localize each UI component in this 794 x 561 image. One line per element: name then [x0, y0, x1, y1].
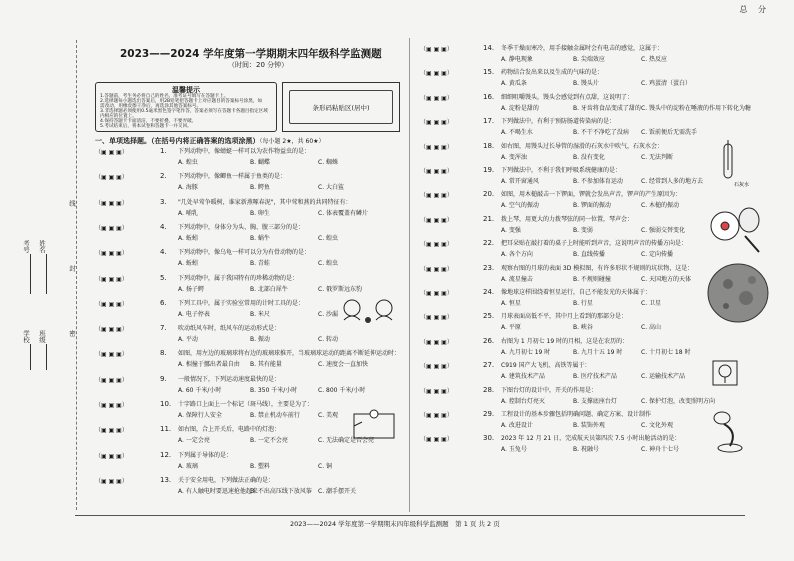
- option-b: B. 锣面的振动: [573, 202, 611, 210]
- option-b: B. 禁止机动车前行: [250, 412, 300, 419]
- question-stem: 下列属于导体的是：: [178, 451, 233, 459]
- option-a: A. 改进设计: [501, 422, 533, 429]
- question-number: 1.: [160, 147, 167, 155]
- question-stem: 关于安全用电，下列做法正确的是：: [178, 476, 275, 484]
- option-c: C. 铜: [318, 462, 333, 470]
- name-label: 姓名: [38, 240, 46, 253]
- option-b: B. 不参加体育运动: [573, 178, 623, 185]
- option-b: B. 不规则碰撞: [573, 275, 611, 283]
- option-b: B. 蝴蝶: [250, 159, 270, 166]
- question-number: 16.: [483, 92, 495, 101]
- answer-bubbles[interactable]: （▣ ▣ ▣）: [420, 314, 453, 322]
- circuit-illustration: [350, 408, 400, 444]
- question-number: 27.: [483, 361, 495, 370]
- option-b: B. 变弱: [573, 226, 593, 234]
- question-stem: 下图台灯的设计中，开关的作用是：: [501, 386, 598, 394]
- question-number: 30.: [483, 434, 495, 443]
- option-b: B. 不干不净吃了没病: [573, 129, 629, 137]
- question-stem: 吹动纸风车时，纸风车的运动形式是：: [178, 325, 281, 333]
- option-a: A. 静电现象: [501, 56, 533, 63]
- moon-phase-illustration: [712, 360, 738, 386]
- option-c: C. 潮手摆开关: [318, 487, 357, 495]
- question-stem: 把耳朵贴在敲打着的桌子上时能听到声音，这说明声音的传播方向是：: [501, 240, 688, 248]
- option-c: C. 木槌的振动: [641, 202, 680, 210]
- bind-char: 封: [68, 265, 76, 272]
- option-c: C. 文化外观: [641, 422, 674, 429]
- answer-bubbles[interactable]: （▣ ▣ ▣）: [95, 275, 128, 283]
- question-number: 4.: [160, 222, 167, 231]
- option-b: B. 蜗牛: [250, 234, 270, 242]
- section-title: [95, 136, 325, 146]
- binding-line: [76, 40, 77, 510]
- option-b: B. 北部白犀牛: [250, 285, 288, 293]
- option-a: A. 蚯蚓: [178, 234, 198, 242]
- answer-bubbles[interactable]: （▣ ▣ ▣）: [420, 70, 453, 78]
- question-stem: 下列动物中，像蜻蜓一样可以为农作物益虫的是：: [178, 148, 311, 155]
- answer-bubbles[interactable]: （▣ ▣ ▣）: [420, 216, 453, 224]
- answer-bubbles[interactable]: （▣ ▣ ▣）: [420, 436, 453, 444]
- question-stem: 下列动物中，像乌龟一样可以分为有骨动物的是：: [178, 249, 311, 257]
- question-number: 5.: [160, 273, 167, 282]
- question-number: 29.: [483, 410, 495, 418]
- answer-bubbles[interactable]: （▣ ▣ ▣）: [95, 452, 128, 460]
- option-c: C. 无法确定是否会亮: [318, 437, 375, 445]
- option-c: C. 神舟十七号: [641, 446, 680, 454]
- class-label: 班级: [38, 330, 46, 343]
- option-a: A. 有人触电时要迅速抢他起来: [178, 487, 258, 495]
- answer-bubbles[interactable]: （▣ ▣ ▣）: [95, 351, 128, 359]
- option-c: C. 俄罗斯远东豹: [318, 285, 363, 293]
- question-number: 2.: [160, 172, 167, 181]
- option-c: C. 鸡蛋清（蛋白）: [641, 80, 692, 88]
- option-b: B. 鳄鱼: [250, 184, 270, 192]
- option-b: B. 卵生: [250, 209, 270, 217]
- answer-bubbles[interactable]: （▣ ▣ ▣）: [420, 265, 453, 273]
- question-stem: C919 国产大飞机、高铁等属于：: [501, 362, 591, 370]
- class-blank[interactable]: [46, 344, 48, 370]
- question-stem: 2023 年 12 月 21 日，完成航天员第四次 7.5 小时出舱活动的是：: [501, 435, 681, 443]
- question-number: 11.: [160, 425, 172, 434]
- marble-illustration: [340, 290, 400, 328]
- option-a: A. 变强: [501, 226, 521, 234]
- notice-title: 温馨提示: [172, 86, 200, 94]
- question-stem: 下列做法中，有利于预防肠道传染病的是：: [501, 118, 616, 126]
- answer-bubbles[interactable]: （▣ ▣ ▣）: [95, 402, 128, 409]
- option-b: B. 米尺: [250, 310, 270, 318]
- school-blank[interactable]: [30, 344, 32, 370]
- option-a: A. 流星撞击: [501, 275, 533, 283]
- question-number: 8.: [160, 349, 167, 358]
- question-number: 22.: [483, 239, 495, 248]
- option-b: B. 馒头片: [573, 80, 599, 88]
- option-a: A. 蝗虫: [178, 159, 198, 166]
- option-c: C. 转动: [318, 336, 339, 344]
- option-a: A. 恒星: [501, 300, 521, 307]
- option-b: B. 祝融号: [573, 446, 599, 454]
- option-c: C. 馒头中的淀粉在唾液的作用下转化为糖: [641, 104, 752, 112]
- option-c: C. 热反应: [641, 56, 668, 63]
- option-a: A. 控制台灯亮灭: [501, 397, 545, 405]
- option-a: A. 平动: [178, 336, 198, 344]
- exam-no-blank[interactable]: [30, 254, 32, 294]
- option-a: A. 电子停表: [178, 310, 210, 318]
- option-a: A. 扬子鳄: [178, 285, 204, 293]
- question-stem: 右图为 1 月初七 19 时的月相，这是在农历的：: [501, 337, 629, 345]
- question-stem: 下列动物中，像鲫鱼一样属于鱼类的是：: [178, 173, 287, 181]
- option-c: C. 美观: [318, 412, 339, 419]
- answer-bubbles[interactable]: （▣ ▣ ▣）: [420, 290, 453, 297]
- option-a: A. 常开窗通风: [501, 178, 539, 185]
- answer-bubbles[interactable]: （▣ ▣ ▣）: [95, 250, 128, 258]
- question-number: 14.: [483, 44, 495, 52]
- option-a: A. 海豚: [178, 184, 198, 192]
- question-stem: "几处早莺争暖树，谁家新燕啄春泥"，其中莺和燕的共同特征有：: [178, 198, 352, 206]
- option-c: C. 800 千米/小时: [318, 386, 366, 394]
- option-a: A. 玻璃: [178, 462, 198, 470]
- gong-illustration: [705, 200, 765, 258]
- question-number: 21.: [483, 214, 495, 223]
- option-b: B. 支撑底座台灯: [573, 397, 617, 405]
- barcode-area: [282, 82, 400, 132]
- option-c: C. 强弱交替变化: [641, 226, 686, 234]
- question-stem: 十字路口上面上一个标记（斑马线），主要是为了：: [178, 401, 314, 408]
- option-c: C. 天国地方的天体: [641, 275, 692, 283]
- answer-bubbles[interactable]: （▣ ▣ ▣）: [95, 199, 128, 207]
- notice-box: [95, 82, 277, 132]
- question-number: 9.: [160, 374, 167, 383]
- option-a: A. 黄瓜条: [501, 80, 527, 88]
- question-stem: 下列动物中，身体分为头、胸、腹三部分的是：: [178, 223, 305, 231]
- question-stem: 下列做法中，不利于我们呼吸系统健康的是：: [501, 167, 622, 174]
- answer-bubbles[interactable]: （▣ ▣ ▣）: [420, 46, 453, 53]
- question-number: 17.: [483, 117, 495, 126]
- question-number: 15.: [483, 68, 495, 77]
- option-a: A. 玉兔号: [501, 446, 527, 454]
- option-b: B. 振动: [250, 336, 270, 344]
- option-b: B. 不出高压线下放风筝: [250, 487, 312, 495]
- answer-bubbles[interactable]: （▣ ▣ ▣）: [420, 363, 453, 371]
- option-c: C. 蜘蛛: [318, 159, 339, 166]
- section-title-text: 一、单项选择题。（在括号内将正确答案的选项涂黑）: [95, 137, 260, 145]
- option-a: A. 哺乳: [178, 209, 198, 217]
- option-c: C. 高山: [641, 324, 662, 332]
- answer-bubbles[interactable]: （▣ ▣ ▣）: [95, 149, 128, 156]
- option-c: C. 保护灯泡，改变照明方向: [641, 397, 716, 405]
- option-c: C. 卫星: [641, 300, 662, 307]
- option-c: C. 运输技术产品: [641, 373, 686, 381]
- option-a: A. 相撞于挪出者最自由: [178, 361, 240, 369]
- option-c: C. 大白鲨: [318, 184, 345, 192]
- option-b: B. 装饰外观: [573, 422, 605, 429]
- question-number: 20.: [483, 190, 495, 199]
- question-number: 3.: [160, 197, 167, 206]
- option-a: A. 九月初七 19 时: [501, 348, 551, 356]
- answer-bubbles[interactable]: （▣ ▣ ▣）: [95, 477, 128, 485]
- answer-bubbles[interactable]: （▣ ▣ ▣）: [420, 338, 453, 346]
- option-c: C. 十月初七 18 时: [641, 348, 691, 356]
- option-b: B. 峡谷: [573, 324, 593, 332]
- exam-no-label: 考号: [22, 240, 30, 253]
- question-stem: 冬季干燥而寒冷，用手接触金属时会有电击的感觉，这属于：: [501, 45, 664, 52]
- question-number: 13.: [160, 475, 172, 484]
- option-c: C. 蝗虫: [318, 234, 339, 242]
- footer-rule: [75, 515, 745, 516]
- option-b: B. 九月十五 19 时: [573, 348, 623, 356]
- question-number: 25.: [483, 312, 495, 321]
- question-number: 24.: [483, 288, 495, 296]
- option-b: B. 其有能量: [250, 361, 282, 369]
- answer-bubbles[interactable]: （▣ ▣ ▣）: [420, 119, 453, 127]
- exam-title: 2023——2024 学年度第一学期期末四年级科学监测题: [120, 48, 382, 60]
- notice-line: 1.答题前，考生务必将自己的姓名、准考证号填写在答题卡上。: [100, 94, 229, 99]
- option-b: B. 尖端效应: [573, 56, 605, 63]
- question-stem: 像地球这样围绕着恒星运行，自己不能发光的天体属于：: [501, 289, 652, 296]
- exam-time: （时间：20 分钟）: [228, 61, 289, 69]
- option-a: A. 一定会亮: [178, 437, 210, 445]
- notice-line: 4.保持答题卡卡面清洁，不要折叠、不要弄破。: [100, 119, 197, 124]
- question-number: 4.: [160, 248, 167, 257]
- barcode-label: 条形码粘贴区(居中): [289, 90, 393, 124]
- option-b: B. 没有变化: [573, 153, 605, 161]
- option-c: C. 体表覆盖有鳞片: [318, 209, 369, 217]
- seal-char: 密: [68, 330, 76, 337]
- answer-bubbles[interactable]: （▣ ▣ ▣）: [420, 143, 453, 151]
- question-stem: 如图，用木槌敲击一下锣面，锣就会发出声音，锣声的产生原因为：: [501, 191, 682, 199]
- question-number: 23.: [483, 263, 495, 272]
- option-a: A. 变浑浊: [501, 153, 527, 161]
- answer-bubbles[interactable]: （▣ ▣ ▣）: [420, 387, 453, 395]
- question-number: 7.: [160, 324, 167, 333]
- question-stem: 如右图，用馒头过长导管的湿滑的石灰水中吹气，石灰水会：: [501, 142, 664, 150]
- option-a: A. 不喝生水: [501, 129, 533, 137]
- option-c: C. 蝗虫: [318, 260, 339, 268]
- question-number: 6.: [160, 298, 167, 307]
- option-b: B. 青蛙: [250, 260, 270, 268]
- svg-text:石灰水: 石灰水: [734, 182, 750, 188]
- question-stem: 一般情况下，下列运动速度最快的是：: [178, 375, 281, 383]
- notice-line: 3.非选择题必须使用0.5毫米黑色签字笔作答，答案必须写在答题卡各题目指定区域: [100, 109, 268, 114]
- option-a: A. 保障行人安全: [178, 412, 222, 419]
- option-a: A. 蚯蚓: [178, 260, 198, 268]
- option-c: C. 速度会一直加快: [318, 361, 369, 369]
- answer-bubbles[interactable]: （▣ ▣ ▣）: [420, 192, 453, 200]
- question-stem: 如图，用左边的玻璃球将右边的玻璃球推开，当玻璃球运动的距离不断延伸运动时：: [178, 350, 401, 358]
- answer-bubbles[interactable]: （▣ ▣ ▣）: [95, 300, 128, 308]
- option-c: C. 定向传播: [641, 251, 674, 259]
- option-a: A. 各个方向: [501, 251, 533, 259]
- notice-line: 2.选择题每小题选出答案后，用2B铅笔把答题卡上对应题目的答案标号涂黑，如: [100, 99, 263, 104]
- answer-bubbles[interactable]: （▣ ▣ ▣）: [420, 412, 453, 419]
- answer-bubbles[interactable]: （▣ ▣ ▣）: [95, 326, 128, 334]
- option-b: B. 医疗技术产品: [573, 373, 617, 381]
- name-blank[interactable]: [46, 254, 48, 294]
- test-tube-illustration: [714, 140, 750, 190]
- option-b: B. 350 千米/小时: [250, 386, 298, 394]
- total-score-label: 总 分: [739, 5, 770, 14]
- question-number: 28.: [483, 385, 495, 394]
- school-label: 学校: [22, 330, 30, 343]
- question-stem: 工程设计的基本步骤包括明确问题、确定方案、设计制作: [501, 411, 652, 418]
- question-number: 19.: [483, 166, 495, 174]
- option-a: A. 建筑技术产品: [501, 373, 545, 381]
- option-a: A. 60 千米/小时: [178, 386, 222, 394]
- option-a: A. 淀粉是甜的: [501, 104, 539, 112]
- option-b: B. 行星: [573, 300, 593, 307]
- option-b: B. 牙齿将食品变成了甜的: [573, 104, 641, 112]
- answer-bubbles[interactable]: （▣ ▣ ▣）: [95, 224, 128, 232]
- desk-lamp-illustration: [712, 408, 748, 454]
- line-char: 线: [68, 200, 76, 207]
- question-number: 10.: [160, 400, 172, 408]
- question-number: 18.: [483, 141, 495, 150]
- question-stem: 药物结合发出来以及生成的气味的是：: [501, 69, 604, 77]
- option-c: C. 饭前便后无需洗手: [641, 129, 698, 137]
- question-number: 12.: [160, 450, 172, 459]
- question-stem: 下列动物中，属于我国特有的珍稀动物的是：: [178, 274, 299, 282]
- moon-surface-illustration: [706, 262, 770, 324]
- question-stem: 下列工具中，属于实验室常用的计时工具的是：: [178, 299, 305, 307]
- answer-bubbles[interactable]: （▣ ▣ ▣）: [95, 427, 128, 435]
- question-stem: 如右图，合上开关后，电路中的灯泡：: [178, 426, 281, 434]
- answer-bubbles[interactable]: （▣ ▣ ▣）: [95, 174, 128, 182]
- notice-line: 需改动，用橡皮擦干净后，再选涂其他答案标号。: [100, 104, 202, 109]
- question-number: 26.: [483, 336, 495, 345]
- option-c: C. 沙漏: [318, 310, 339, 318]
- page-footer: 2023——2024 学年度第一学期期末四年级科学监测题 第 1 页 共 2 页: [290, 520, 500, 528]
- question-stem: 拨上琴，用更大的力拨琴弦的同一位置，琴声会：: [501, 215, 634, 223]
- option-b: B. 直线传播: [573, 251, 605, 259]
- option-c: C. 经常到人多的地方去: [641, 178, 704, 185]
- answer-bubbles[interactable]: （▣ ▣ ▣）: [420, 168, 453, 175]
- answer-bubbles[interactable]: （▣ ▣ ▣）: [420, 241, 453, 249]
- question-stem: 细细咀嚼馒头，馒头会感觉到有点甜，这说明了：: [501, 93, 634, 101]
- column-divider: [409, 38, 410, 512]
- option-b: B. 塑料: [250, 462, 270, 470]
- option-a: A. 平原: [501, 324, 521, 332]
- option-a: A. 空气的振动: [501, 202, 539, 210]
- answer-bubbles[interactable]: （▣ ▣ ▣）: [95, 376, 128, 384]
- question-stem: 观察右图的月球的表面 3D 模拟图，有许多形状不规则的坑状物，这是：: [501, 264, 694, 272]
- section-score: （每小题 2★，共 60★）: [259, 138, 325, 145]
- notice-line: 内相应的位置上。: [100, 114, 137, 119]
- option-b: B. 一定不会亮: [250, 437, 288, 445]
- answer-bubbles[interactable]: （▣ ▣ ▣）: [420, 94, 453, 102]
- notice-line: 5.考试结束后，将本试卷和答题卡一并交回。: [100, 124, 192, 129]
- option-c: C. 无法判断: [641, 153, 674, 161]
- question-stem: 月球表面高低不平，其中月上看到的那部分是：: [501, 313, 628, 321]
